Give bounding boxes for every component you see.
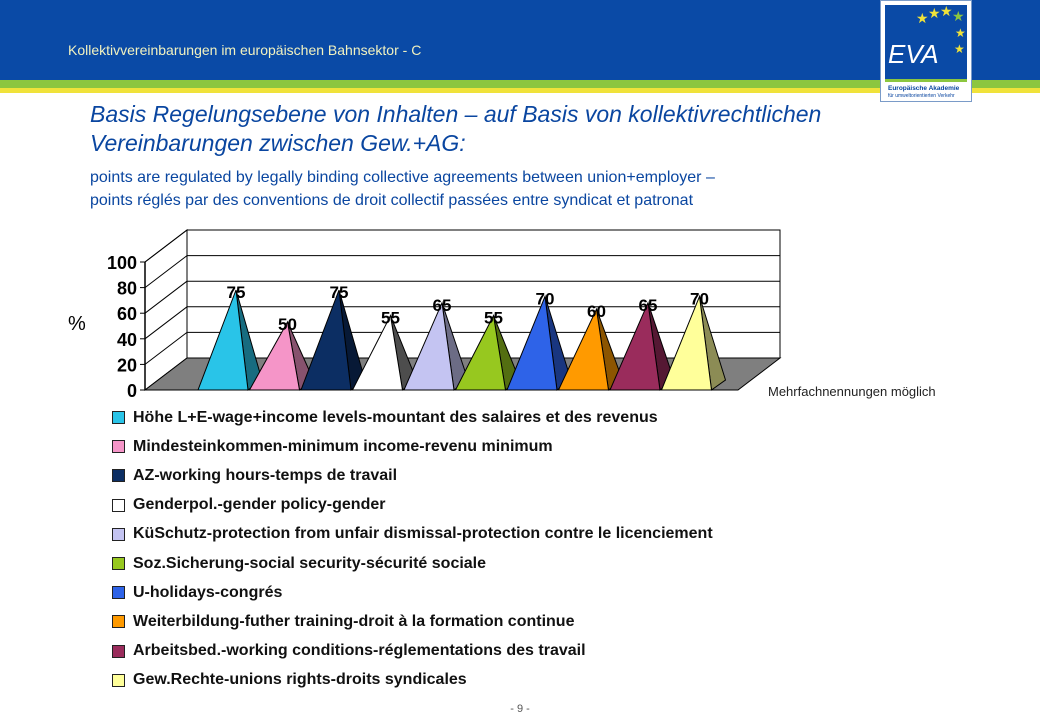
legend-swatch [112,645,125,658]
legend-swatch [112,528,125,541]
chart-legend [112,403,872,695]
y-tick-label: 20 [116,355,137,376]
data-label: 75 [226,283,246,302]
legend-item [112,432,872,461]
legend-item [112,578,872,607]
svg-text:★: ★ [928,6,941,22]
legend-item [112,549,872,578]
page-number: - 9 - [510,703,530,715]
legend-swatch [112,674,125,687]
data-label: 55 [381,308,400,328]
legend-swatch [112,499,125,512]
legend-swatch [112,557,125,570]
legend-item [112,461,872,490]
y-tick-label: 100 [106,253,137,273]
data-label: 50 [278,315,297,334]
legend-label: Mindesteinkommen-minimum income-revenu minimum [133,437,553,455]
legend-item [112,491,872,520]
svg-text:★: ★ [940,4,953,20]
y-tick-label: 60 [116,304,137,325]
data-label: 60 [587,302,606,322]
legend-label: U-holidays-congrés [133,583,283,601]
legend-label: Weiterbildung-futher training-droit à la formation continue [133,612,575,630]
data-label: 75 [329,283,349,302]
legend-swatch [112,440,125,453]
subtitle-line-fr: points réglés par des conventions de droit collectif passées entre syndicat et patronat [90,192,694,209]
legend-item [112,403,872,432]
data-label: 65 [432,295,452,315]
multiple-answers-note: Mehrfachnennungen möglich [768,384,936,399]
svg-text:★: ★ [955,26,966,40]
y-tick-label: 80 [116,278,137,299]
header-title: Kollektivvereinbarungen im europäischen Bahnsektor - C [68,42,422,58]
legend-swatch [112,615,125,628]
legend-label: Höhe L+E-wage+income levels-mountant des salaires et des revenus [133,408,658,426]
svg-text:★: ★ [916,11,929,27]
svg-text:★: ★ [952,9,965,25]
y-tick-label: 0 [126,381,137,401]
subtitle-line-en: points are regulated by legally binding collective agreements between union+employer – [90,169,715,186]
legend-swatch [112,411,125,424]
legend-label: KüSchutz-protection from unfair dismissal-protection contre le licenciement [133,525,713,543]
legend-item [112,520,872,549]
legend-swatch [112,469,125,482]
data-label: 70 [535,289,555,309]
y-tick-label: 40 [116,329,137,350]
legend-label: AZ-working hours-temps de travail [133,466,398,484]
data-label: 65 [638,295,658,315]
logo-text: EVA [888,39,939,69]
legend-item [112,607,872,636]
logo-line2: für umweltorientierten Verkehr [888,93,955,99]
legend-swatch [112,586,125,599]
logo-line1: Europäische Akademie [888,85,960,92]
legend-label: Gew.Rechte-unions rights-droits syndicales [133,671,467,689]
data-label: 55 [484,308,503,328]
svg-text:★: ★ [954,42,965,56]
legend-label: Genderpol.-gender policy-gender [133,496,386,514]
legend-label: Soz.Sicherung-social security-sécurité sociale [133,554,487,572]
y-axis-label: % [68,313,86,335]
legend-label: Arbeitsbed.-working conditions-réglementations des travail [133,642,586,660]
data-label: 70 [690,289,709,309]
legend-item [112,666,872,695]
legend-item [112,637,872,666]
slide-title: Basis Regelungsebene von Inhalten – auf Basis von kollektivrechtlichen Vereinbarungen zwischen Gew.+AG: [90,101,822,156]
